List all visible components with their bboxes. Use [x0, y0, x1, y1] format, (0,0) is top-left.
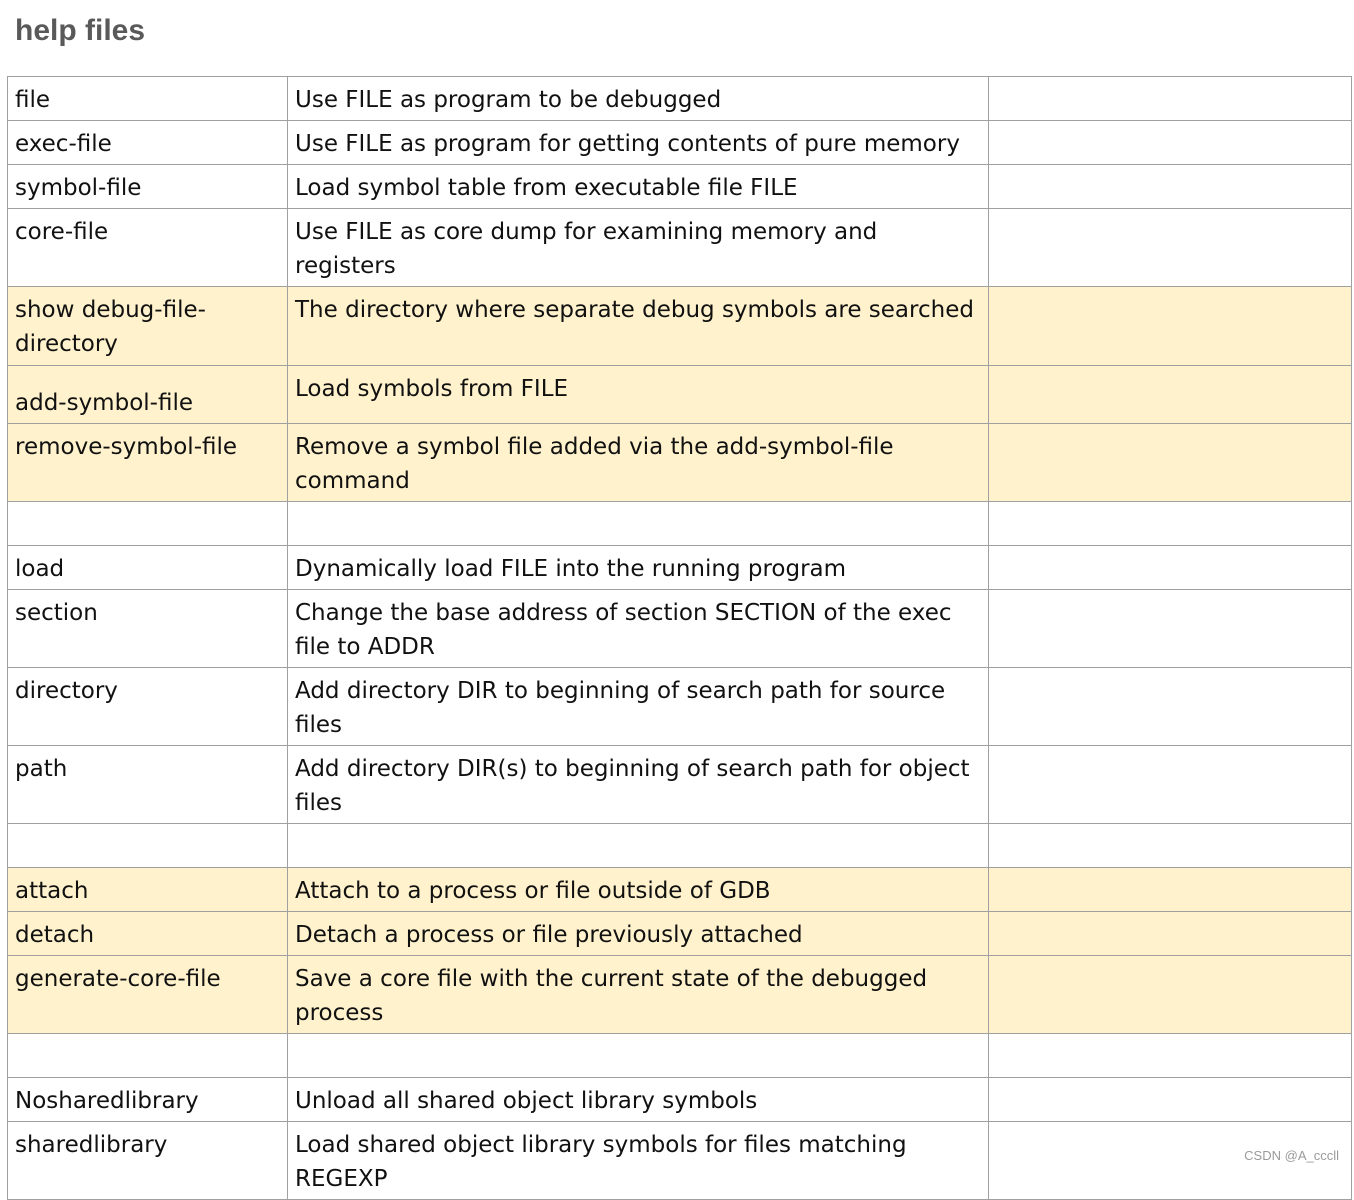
command-text: add-symbol-file	[15, 390, 193, 416]
description-cell	[288, 546, 989, 590]
command-text: core-file	[15, 219, 109, 245]
notes-cell	[989, 868, 1352, 912]
description-cell	[288, 121, 989, 165]
command-cell	[8, 1034, 288, 1078]
notes-cell	[989, 746, 1352, 824]
description-text: Add directory DIR(s) to beginning of search path for object files	[295, 756, 970, 816]
command-cell	[8, 77, 288, 121]
command-cell	[8, 287, 288, 366]
description-text: Save a core file with the current state of the debugged process	[295, 966, 928, 1026]
command-text: exec-file	[15, 131, 112, 157]
description-text: Load shared object library symbols for files matching REGEXP	[295, 1132, 907, 1192]
notes-cell	[989, 77, 1352, 121]
command-cell	[8, 1122, 288, 1200]
table-row	[8, 165, 1352, 209]
description-text: Remove a symbol file added via the add-symbol-file command	[295, 434, 894, 494]
command-cell	[8, 868, 288, 912]
description-cell	[288, 1034, 989, 1078]
description-text: Attach to a process or file outside of GDB	[295, 878, 771, 904]
description-text: The directory where separate debug symbols are searched	[295, 297, 974, 323]
description-text: Use FILE as program for getting contents of pure memory	[295, 131, 960, 157]
notes-cell	[989, 668, 1352, 746]
command-text: path	[15, 756, 68, 782]
description-cell	[288, 209, 989, 287]
description-cell	[288, 287, 989, 366]
command-cell	[8, 590, 288, 668]
command-cell	[8, 121, 288, 165]
notes-cell	[989, 1078, 1352, 1122]
notes-cell	[989, 424, 1352, 502]
notes-cell	[989, 912, 1352, 956]
command-text: file	[15, 87, 51, 113]
command-text: load	[15, 556, 65, 582]
description-text: Add directory DIR to beginning of search path for source files	[295, 678, 946, 738]
watermark: CSDN @A_cccll	[1244, 1148, 1339, 1163]
description-cell	[288, 668, 989, 746]
description-cell	[288, 912, 989, 956]
table-row	[8, 77, 1352, 121]
table-row	[8, 824, 1352, 868]
command-cell	[8, 209, 288, 287]
table-row	[8, 1034, 1352, 1078]
notes-cell	[989, 165, 1352, 209]
table-body	[8, 77, 1352, 1200]
table-row	[8, 590, 1352, 668]
description-cell	[288, 165, 989, 209]
command-text: symbol-file	[15, 175, 142, 201]
description-cell	[288, 366, 989, 424]
description-text: Use FILE as core dump for examining memory and registers	[295, 219, 878, 279]
table-row	[8, 1122, 1352, 1200]
notes-cell	[989, 590, 1352, 668]
description-text: Load symbol table from executable file FILE	[295, 175, 798, 201]
table-row	[8, 121, 1352, 165]
notes-cell	[989, 121, 1352, 165]
page-title: help files	[15, 14, 146, 47]
command-cell	[8, 424, 288, 502]
command-cell	[8, 956, 288, 1034]
table-row	[8, 868, 1352, 912]
description-cell	[288, 77, 989, 121]
command-cell	[8, 165, 288, 209]
command-text: remove-symbol-file	[15, 434, 238, 460]
notes-cell	[989, 1034, 1352, 1078]
description-cell	[288, 824, 989, 868]
command-cell	[8, 1078, 288, 1122]
table-row	[8, 668, 1352, 746]
table-row	[8, 956, 1352, 1034]
description-text: Dynamically load FILE into the running program	[295, 556, 847, 582]
command-text: attach	[15, 878, 89, 904]
description-cell	[288, 1122, 989, 1200]
command-cell	[8, 366, 288, 424]
table-row	[8, 424, 1352, 502]
description-cell	[288, 746, 989, 824]
description-text: Use FILE as program to be debugged	[295, 87, 722, 113]
command-cell	[8, 746, 288, 824]
notes-cell	[989, 546, 1352, 590]
command-text: show debug-file-directory	[15, 297, 206, 357]
command-text: sharedlibrary	[15, 1132, 168, 1158]
help-files-table	[7, 76, 1352, 1200]
description-cell	[288, 590, 989, 668]
description-text: Detach a process or file previously attached	[295, 922, 803, 948]
table-row	[8, 912, 1352, 956]
command-cell	[8, 824, 288, 868]
notes-cell	[989, 956, 1352, 1034]
description-cell	[288, 956, 989, 1034]
description-text: Unload all shared object library symbols	[295, 1088, 758, 1114]
notes-cell	[989, 209, 1352, 287]
notes-cell	[989, 366, 1352, 424]
command-text: directory	[15, 678, 118, 704]
table-row	[8, 546, 1352, 590]
command-text: Nosharedlibrary	[15, 1088, 199, 1114]
table-row	[8, 502, 1352, 546]
command-text: detach	[15, 922, 95, 948]
description-cell	[288, 424, 989, 502]
table-row	[8, 1078, 1352, 1122]
command-cell	[8, 546, 288, 590]
description-text: Change the base address of section SECTION of the exec file to ADDR	[295, 600, 952, 660]
description-text: Load symbols from FILE	[295, 376, 569, 402]
notes-cell	[989, 502, 1352, 546]
command-text: generate-core-file	[15, 966, 221, 992]
table-row	[8, 287, 1352, 366]
command-text: section	[15, 600, 98, 626]
description-cell	[288, 868, 989, 912]
description-cell	[288, 502, 989, 546]
table-row	[8, 209, 1352, 287]
notes-cell	[989, 824, 1352, 868]
table-row	[8, 366, 1352, 424]
table-row	[8, 746, 1352, 824]
command-cell	[8, 502, 288, 546]
notes-cell	[989, 287, 1352, 366]
command-cell	[8, 912, 288, 956]
description-cell	[288, 1078, 989, 1122]
command-cell	[8, 668, 288, 746]
